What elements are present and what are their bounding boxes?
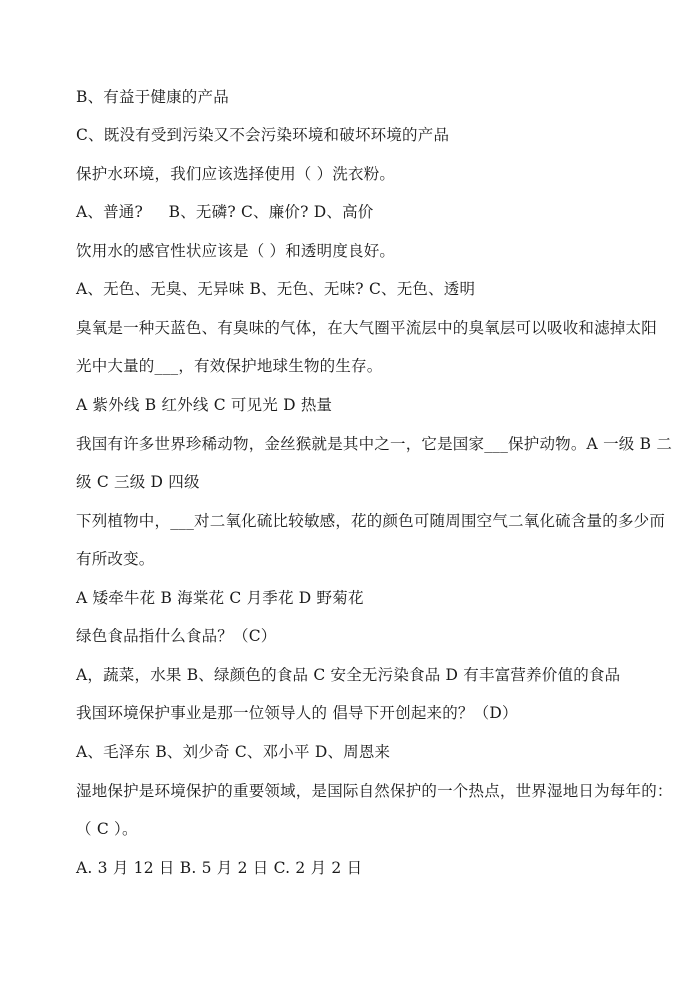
text-line: A 紫外线 B 红外线 C 可见光 D 热量: [76, 396, 333, 414]
text-line: 下列植物中，___对二氧化硫比较敏感，花的颜色可随周围空气二氧化硫含量的多少而: [76, 512, 666, 530]
text-line: 有所改变。: [76, 550, 155, 568]
text-line: A、无色、无臭、无异味 B、无色、无味? C、无色、透明: [76, 280, 476, 298]
text-line: A. 3 月 12 日 B. 5 月 2 日 C. 2 月 2 日: [76, 859, 363, 877]
text-line: B、有益于健康的产品: [76, 88, 229, 106]
text-line: 我国环境保护事业是那一位领导人的 倡导下开创起来的？（D）: [76, 704, 518, 722]
text-line: 光中大量的___，有效保护地球生物的生存。: [76, 357, 383, 375]
text-line: A，蔬菜，水果 B、绿颜色的食品 C 安全无污染食品 D 有丰富营养价值的食品: [76, 666, 621, 684]
text-line: 我国有许多世界珍稀动物，金丝猴就是其中之一，它是国家___保护动物。A 一级 B 二: [76, 435, 673, 453]
text-line: （ C ）。: [76, 820, 138, 838]
text-line: A、普通? B、无磷? C、廉价? D、高价: [76, 203, 374, 221]
text-line: 饮用水的感官性状应该是（ ）和透明度良好。: [76, 242, 396, 260]
text-line: A 矮牵牛花 B 海棠花 C 月季花 D 野菊花: [76, 589, 364, 607]
text-line: 臭氧是一种天蓝色、有臭味的气体，在大气圈平流层中的臭氧层可以吸收和滤掉太阳: [76, 319, 657, 337]
text-line: 湿地保护是环境保护的重要领域，是国际自然保护的一个热点，世界湿地日为每年的：: [76, 782, 673, 800]
text-line: 绿色食品指什么食品？（C）: [76, 627, 277, 645]
text-line: 保护水环境，我们应该选择使用（ ）洗衣粉。: [76, 165, 396, 183]
text-line: 级 C 三级 D 四级: [76, 473, 200, 491]
text-line: A、毛泽东 B、刘少奇 C、邓小平 D、周恩来: [76, 743, 391, 761]
text-line: C、既没有受到污染又不会污染环境和破坏环境的产品: [76, 126, 450, 144]
